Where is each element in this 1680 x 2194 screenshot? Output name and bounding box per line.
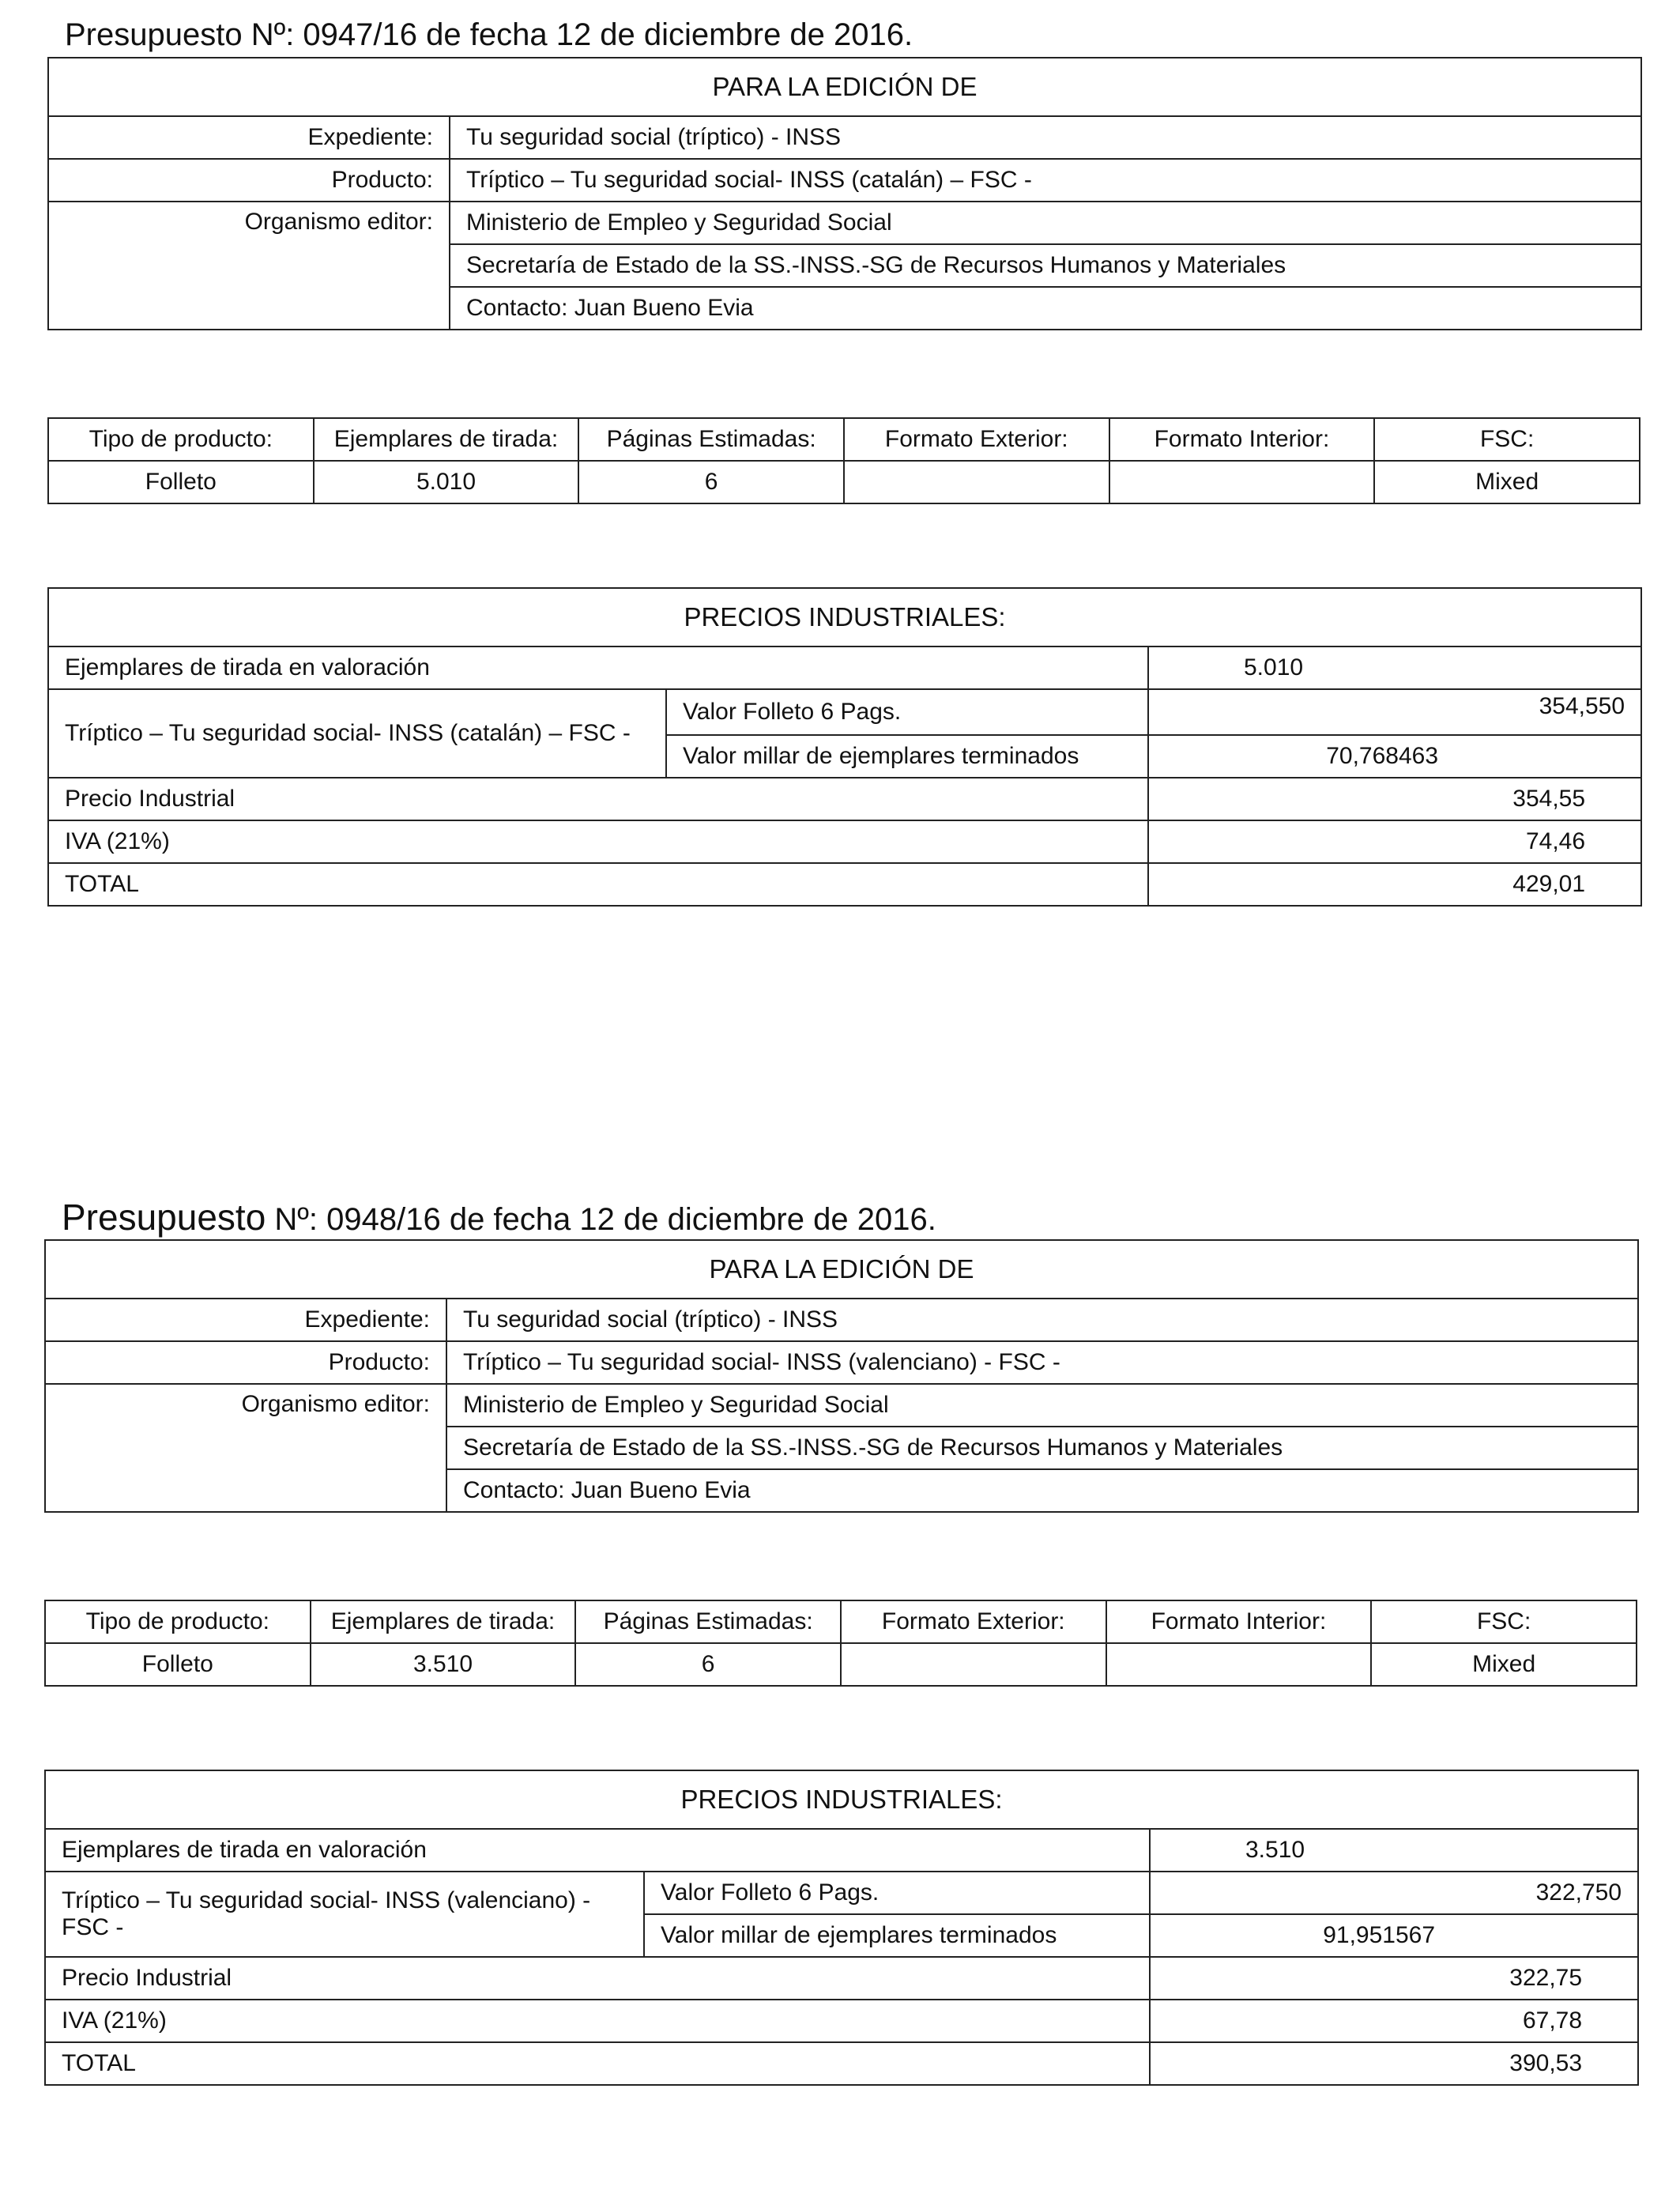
product-header-cell: Formato Exterior: [844, 418, 1109, 461]
product-value-cell [844, 461, 1109, 503]
valor-folleto-label: Valor Folleto 6 Pags. [644, 1872, 1150, 1914]
total-value: 390,53 [1150, 2042, 1638, 2085]
product-header-cell: Ejemplares de tirada: [311, 1600, 576, 1643]
product-value-cell: 5.010 [314, 461, 579, 503]
precio-value: 322,75 [1150, 1957, 1638, 2000]
prices-table [47, 587, 1642, 907]
prices-table [44, 1770, 1639, 2086]
total-label: TOTAL [48, 863, 1148, 906]
producto-label: Producto: [48, 159, 450, 202]
producto-value: Tríptico – Tu seguridad social- INSS (valenciano) - FSC - [446, 1341, 1638, 1384]
organismo-line: Ministerio de Empleo y Seguridad Social [446, 1384, 1638, 1427]
iva-label: IVA (21%) [48, 820, 1148, 863]
product-header-cell: Páginas Estimadas: [578, 418, 844, 461]
product-value-cell [1106, 1643, 1372, 1686]
edition-header: PARA LA EDICIÓN DE [48, 58, 1641, 116]
expediente-label: Expediente: [48, 116, 450, 159]
contact-line: Contacto: Juan Bueno Evia [450, 287, 1641, 330]
quote-title-rest: Nº: 0947/16 de fecha 12 de diciembre de 2016. [242, 17, 913, 52]
product-header-cell: Formato Interior: [1109, 418, 1375, 461]
edition-header: PARA LA EDICIÓN DE [45, 1240, 1638, 1299]
quote-title-rest: Nº: 0948/16 de fecha 12 de diciembre de 2016. [266, 1202, 936, 1237]
total-value: 429,01 [1148, 863, 1641, 906]
expediente-value: Tu seguridad social (tríptico) - INSS [450, 116, 1641, 159]
valor-folleto-value: 322,750 [1150, 1872, 1638, 1914]
organismo-line: Secretaría de Estado de la SS.-INSS.-SG de Recursos Humanos y Materiales [446, 1427, 1638, 1469]
product-table [44, 1600, 1637, 1687]
quote-title [62, 1198, 936, 1238]
product-header-cell: Formato Exterior: [841, 1600, 1106, 1643]
expediente-value: Tu seguridad social (tríptico) - INSS [446, 1299, 1638, 1341]
iva-value: 74,46 [1148, 820, 1641, 863]
quote-title-prefix: Presupuesto [62, 1197, 266, 1238]
product-value-cell: Mixed [1374, 461, 1640, 503]
item-name: Tríptico – Tu seguridad social- INSS (catalán) – FSC - [48, 689, 666, 778]
item-name: Tríptico – Tu seguridad social- INSS (valenciano) - FSC - [45, 1872, 644, 1957]
ejemplares-value: 5.010 [1148, 647, 1641, 689]
ejemplares-label: Ejemplares de tirada en valoración [48, 647, 1148, 689]
product-value-cell [841, 1643, 1106, 1686]
iva-label: IVA (21%) [45, 2000, 1150, 2042]
quote-title [65, 16, 913, 54]
edition-table [44, 1239, 1639, 1513]
product-table [47, 417, 1640, 504]
product-header-cell: Formato Interior: [1106, 1600, 1372, 1643]
product-value-cell: Folleto [48, 461, 314, 503]
product-value-cell: Mixed [1371, 1643, 1637, 1686]
product-header-cell: Tipo de producto: [45, 1600, 311, 1643]
valor-millar-label: Valor millar de ejemplares terminados [644, 1914, 1150, 1957]
iva-value: 67,78 [1150, 2000, 1638, 2042]
product-value-cell [1109, 461, 1375, 503]
product-header-cell: FSC: [1371, 1600, 1637, 1643]
ejemplares-value: 3.510 [1150, 1829, 1638, 1872]
product-header-cell: FSC: [1374, 418, 1640, 461]
product-value-cell: 3.510 [311, 1643, 576, 1686]
precio-label: Precio Industrial [45, 1957, 1150, 2000]
product-value-cell: 6 [578, 461, 844, 503]
precio-label: Precio Industrial [48, 778, 1148, 820]
prices-header: PRECIOS INDUSTRIALES: [48, 588, 1641, 647]
ejemplares-label: Ejemplares de tirada en valoración [45, 1829, 1150, 1872]
valor-millar-value: 70,768463 [1148, 735, 1641, 778]
product-header-cell: Tipo de producto: [48, 418, 314, 461]
organismo-label: Organismo editor: [45, 1384, 446, 1512]
expediente-label: Expediente: [45, 1299, 446, 1341]
product-header-cell: Páginas Estimadas: [575, 1600, 841, 1643]
quote-title-prefix: Presupuesto [65, 17, 243, 52]
contact-line: Contacto: Juan Bueno Evia [446, 1469, 1638, 1512]
valor-folleto-label: Valor Folleto 6 Pags. [666, 689, 1148, 735]
prices-header: PRECIOS INDUSTRIALES: [45, 1770, 1638, 1829]
producto-label: Producto: [45, 1341, 446, 1384]
product-value-cell: Folleto [45, 1643, 311, 1686]
producto-value: Tríptico – Tu seguridad social- INSS (catalán) – FSC - [450, 159, 1641, 202]
precio-value: 354,55 [1148, 778, 1641, 820]
organismo-line: Ministerio de Empleo y Seguridad Social [450, 202, 1641, 244]
valor-folleto-value: 354,550 [1148, 689, 1641, 735]
total-label: TOTAL [45, 2042, 1150, 2085]
valor-millar-label: Valor millar de ejemplares terminados [666, 735, 1148, 778]
organismo-line: Secretaría de Estado de la SS.-INSS.-SG de Recursos Humanos y Materiales [450, 244, 1641, 287]
edition-table [47, 57, 1642, 330]
organismo-label: Organismo editor: [48, 202, 450, 330]
product-header-cell: Ejemplares de tirada: [314, 418, 579, 461]
valor-millar-value: 91,951567 [1150, 1914, 1638, 1957]
product-value-cell: 6 [575, 1643, 841, 1686]
